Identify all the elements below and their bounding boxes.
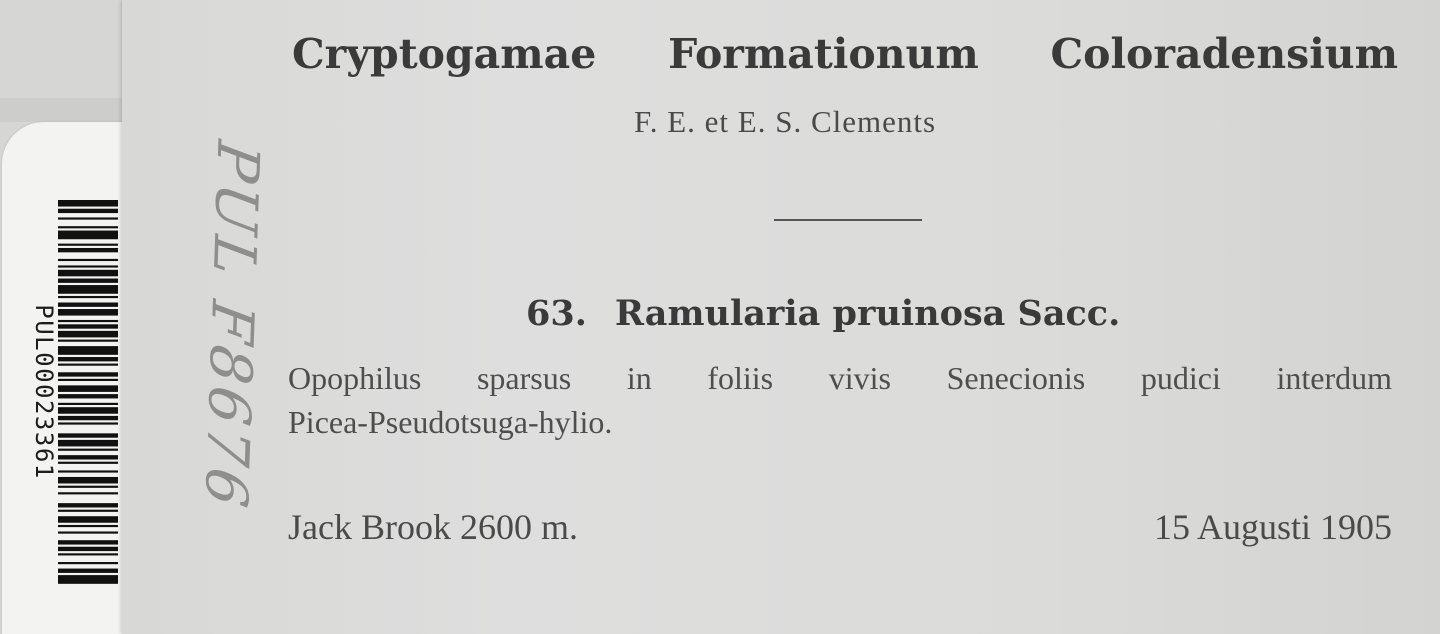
barcode-bar (58, 525, 118, 527)
barcode-bar (58, 285, 118, 294)
barcode-bar (58, 346, 118, 355)
description-word: pudici (1140, 360, 1221, 396)
barcode-bar (58, 486, 118, 488)
barcode-bar (58, 547, 118, 551)
title-word: Formationum (668, 30, 979, 78)
barcode-bar (58, 259, 118, 261)
barcode-bar (58, 303, 118, 307)
barcode-bar (58, 407, 118, 414)
title-word: Cryptogamae (292, 30, 597, 78)
barcode-bar (58, 324, 118, 328)
barcode-bar (58, 569, 118, 573)
barcode-bar (58, 455, 118, 459)
barcode-bar (58, 226, 118, 228)
barcode-bar (58, 462, 118, 464)
barcode-bar (58, 357, 118, 361)
barcode-bar (58, 394, 118, 398)
barcode-bar (58, 217, 118, 219)
barcode-bar (58, 433, 118, 437)
barcode-bar (58, 503, 118, 507)
barcode-icon (58, 200, 118, 586)
barcode-bar (58, 449, 118, 451)
barcode-bar (58, 422, 118, 424)
barcode-bar (58, 516, 118, 523)
barcode-bar (58, 553, 118, 555)
barcode-bar (58, 403, 118, 405)
handwritten-annotation-text: PUL F8676 (191, 136, 273, 516)
species-heading (526, 293, 1120, 334)
title-word: Coloradensium (1050, 30, 1398, 78)
description-word: foliis (707, 360, 774, 396)
barcode-bar (58, 231, 118, 240)
barcode-bar (58, 531, 118, 533)
description-line-1 (288, 360, 1392, 397)
locality: Jack Brook 2600 m. (288, 507, 578, 547)
specimen-number: 63. (526, 293, 587, 334)
barcode-bar (58, 209, 118, 213)
barcode-bar (58, 296, 118, 298)
barcode-bar (58, 540, 118, 544)
description-word: sparsus (476, 360, 572, 396)
barcode-bar (58, 416, 118, 420)
barcode-bar (58, 477, 118, 484)
barcode-bar (58, 385, 118, 392)
description-word: Opophilus (288, 360, 422, 396)
barcode-bar (58, 440, 118, 447)
description-word: Senecionis (946, 360, 1086, 396)
barcode-bar (58, 331, 118, 338)
description-line-2: Picea-Pseudotsuga-hylio. (288, 404, 613, 440)
separator-rule (774, 219, 922, 221)
barcode-bar (58, 372, 118, 376)
label-title (292, 30, 1398, 78)
description-word: interdum (1276, 360, 1392, 396)
barcode-bar (58, 492, 118, 494)
barcode-bar (58, 470, 118, 472)
barcode-bar (58, 248, 118, 252)
barcode-bar (58, 320, 118, 322)
species-name: Ramularia pruinosa Sacc. (614, 293, 1121, 334)
barcode-bar (58, 309, 118, 316)
barcode-bar (58, 510, 118, 512)
barcode-bar (58, 244, 118, 246)
barcode-number-text: PUL00023361 (30, 304, 58, 480)
barcode-bar (58, 575, 118, 584)
barcode-bar (58, 379, 118, 381)
collection-date: 15 Augusti 1905 (1153, 507, 1392, 547)
barcode-bar (58, 270, 118, 277)
barcode-bar (58, 364, 118, 366)
authors: F. E. et E. S. Clements (633, 104, 937, 139)
description-word: in (626, 360, 652, 396)
barcode-bar (58, 340, 118, 342)
barcode-bar (58, 279, 118, 283)
barcode-bar (58, 562, 118, 564)
barcode-bar (58, 200, 118, 207)
barcode-bar (58, 265, 118, 267)
description-word: vivis (828, 360, 891, 396)
